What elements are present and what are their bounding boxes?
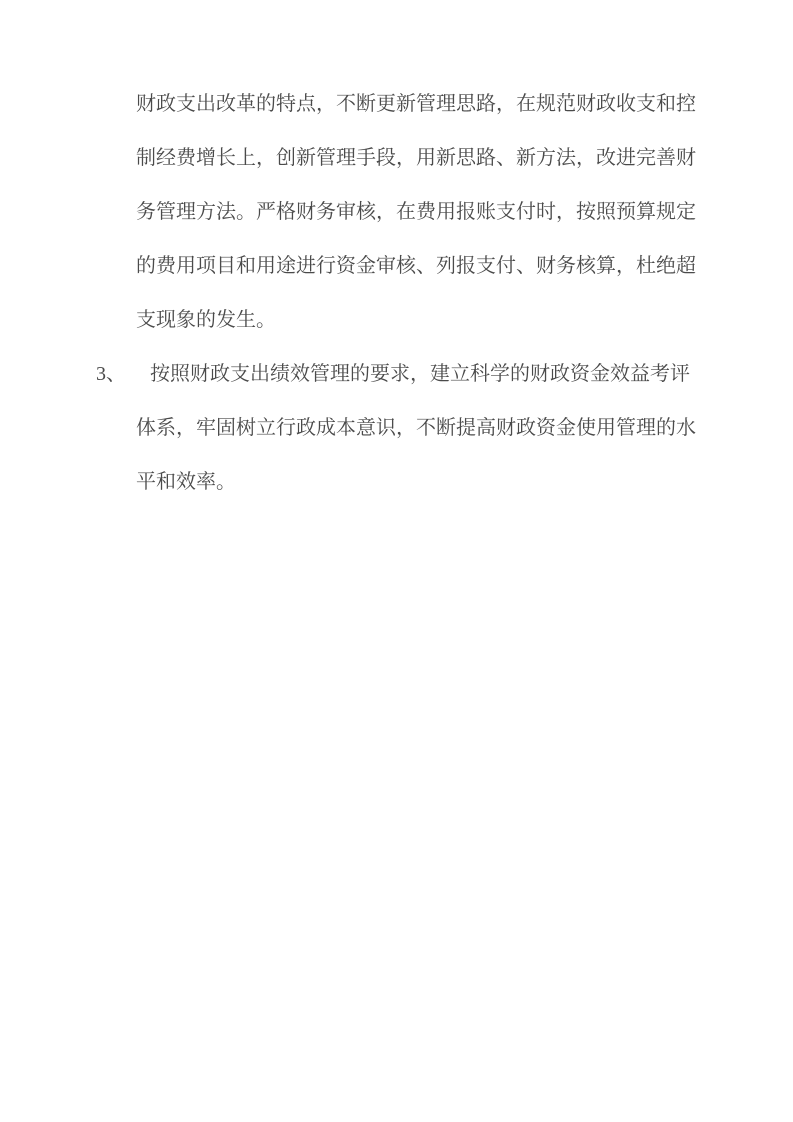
paragraph-line: 支现象的发生。	[136, 309, 276, 331]
list-item-number: 3、	[96, 363, 126, 385]
paragraph-line: 的费用项目和用途进行资金审核、列报支付、财务核算，杜绝超	[136, 255, 696, 277]
paragraph-line: 务管理方法。严格财务审核，在费用报账支付时，按照预算规定	[136, 201, 696, 223]
list-item-3-first-line	[96, 347, 726, 401]
body-text-block	[96, 77, 726, 509]
paragraph-line: 体系，牢固树立行政成本意识，不断提高财政资金使用管理的水	[136, 417, 696, 439]
list-item-text: 按照财政支出绩效管理的要求，建立科学的财政资金效益考评	[150, 363, 690, 385]
paragraph-line: 平和效率。	[136, 471, 236, 493]
paragraph-line: 制经费增长上，创新管理手段，用新思路、新方法，改进完善财	[136, 147, 696, 169]
paragraph-line: 财政支出改革的特点，不断更新管理思路，在规范财政收支和控	[136, 93, 696, 115]
